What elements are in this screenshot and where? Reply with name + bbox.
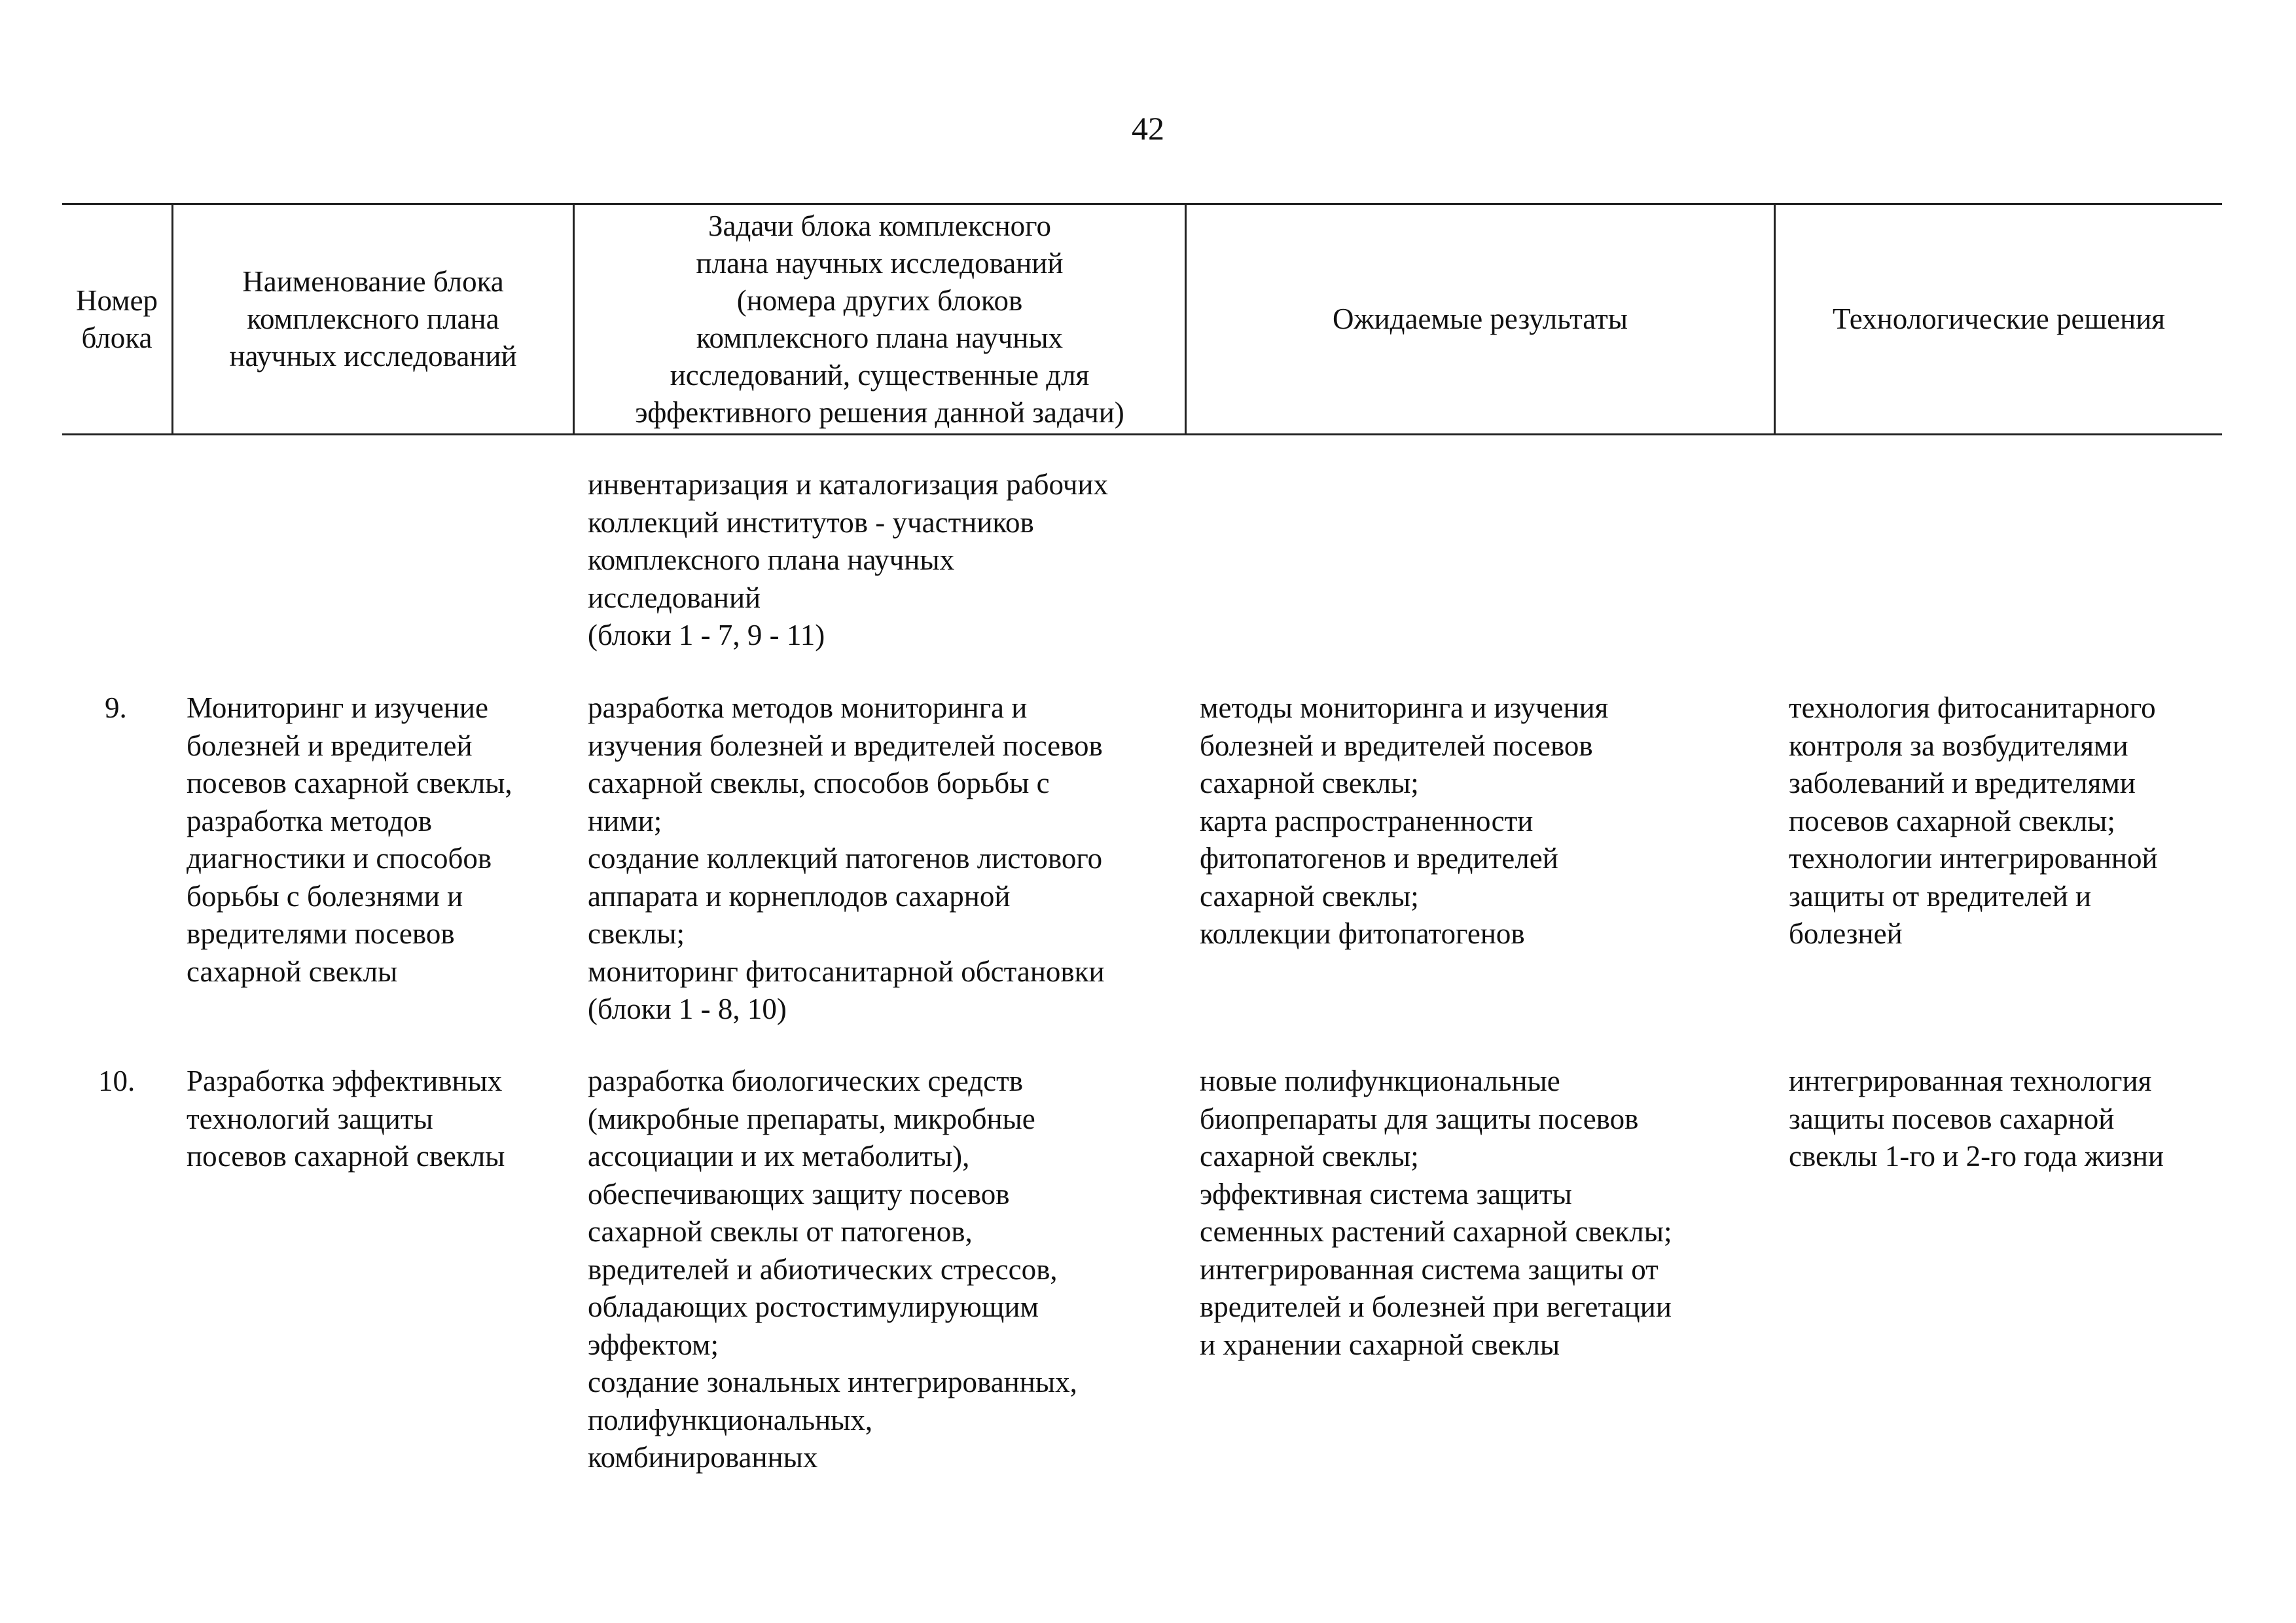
header-block-number-text: Номер блока [75, 283, 158, 354]
header-bottom-rule [62, 433, 2222, 435]
header-block-tasks [575, 205, 1185, 433]
row-9-results: методы мониторинга и изучения болезней и вредителей посевов сахарной свеклы; карта распространенности фитопатогенов и вредителей сахарной свеклы; коллекции фитопатогенов [1200, 691, 1609, 950]
row-10-name: Разработка эффективных технологий защиты посевов сахарной свеклы [187, 1065, 505, 1173]
header-block-number [62, 205, 171, 433]
header-block-name [173, 205, 573, 433]
page-number: 42 [1132, 110, 1164, 147]
row-9-tasks: разработка методов мониторинга и изучения болезней и вредителей посевов сахарной свеклы, способов борьбы с ними; создание коллекций патогенов листового аппарата и корнеплодов сахарной свеклы; мониторинг фитосанитарной обстановки (блоки 1 - 8, 10) [588, 691, 1105, 1025]
row-9-name: Мониторинг и изучение болезней и вредителей посевов сахарной свеклы, разработка методов диагностики и способов борьбы с болезнями и вредителями посевов сахарной свеклы [187, 691, 512, 988]
row-10-number: 10. [98, 1065, 135, 1097]
header-tech-solutions [1776, 205, 2222, 433]
row-10-results: новые полифункциональные биопрепараты для защиты посевов сахарной свеклы; эффективная система защиты семенных растений сахарной свеклы; интегрированная система защиты от вредителей и болезней при вегетации и хранении сахарной свеклы [1200, 1065, 1672, 1361]
row-9-number: 9. [105, 691, 127, 724]
header-expected-results-text: Ожидаемые результаты [1332, 302, 1628, 335]
header-block-tasks-text: Задачи блока комплексного плана научных исследований (номера других блоков комплексного плана научных исследований, существенные для эффективного решения данной задачи) [635, 209, 1124, 429]
header-block-name-text: Наименование блока комплексного плана научных исследований [229, 265, 517, 373]
header-tech-solutions-text: Технологические решения [1833, 302, 2165, 335]
row-10-tasks: разработка биологических средств (микробные препараты, микробные ассоциации и их метаболиты), обеспечивающих защиту посевов сахарной свеклы от патогенов, вредителей и абиотических стрессов, обладающих ростостимулирующим эффектом; создание зональных интегрированных, полифункциональных, комбинированных [588, 1065, 1077, 1474]
row-9-solutions: технология фитосанитарного контроля за возбудителями заболеваний и вредителями посевов сахарной свеклы; технологии интегрированной защиты от вредителей и болезней [1789, 691, 2158, 950]
row-10-solutions: интегрированная технология защиты посевов сахарной свеклы 1-го и 2-го года жизни [1789, 1065, 2164, 1173]
header-expected-results [1187, 205, 1774, 433]
row-continuation-tasks: инвентаризация и каталогизация рабочих коллекций институтов - участников комплексного плана научных исследований (блоки 1 - 7, 9 - 11) [588, 468, 1109, 651]
